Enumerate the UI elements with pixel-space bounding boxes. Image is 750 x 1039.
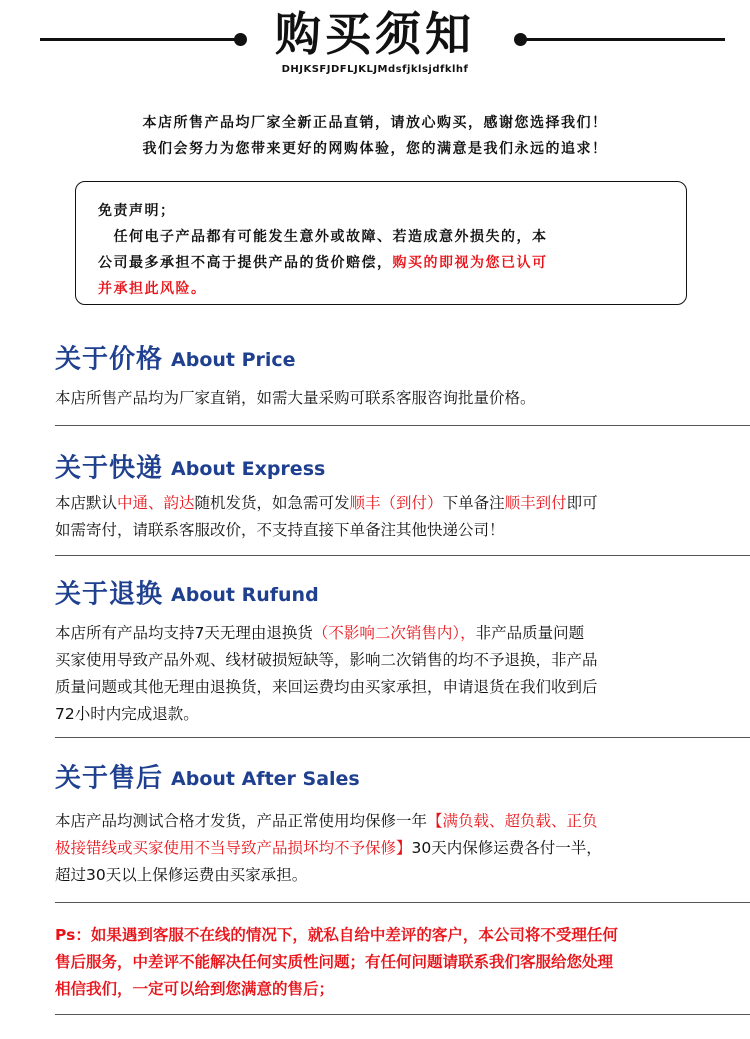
section-title-en: About Price xyxy=(171,348,296,371)
ps-note xyxy=(55,922,725,1003)
intro-text xyxy=(0,110,750,162)
section-title xyxy=(55,341,296,378)
body-text: 本店产品均测试合格才发货，产品正常使用均保修一年 xyxy=(55,812,428,830)
page-header xyxy=(0,0,750,90)
body-text: 本店默认 xyxy=(55,494,118,512)
body-line: 质量问题或其他无理由退换货，来回运费均由买家承担，申请退货在我们收到后 xyxy=(55,678,598,696)
body-text: 随机发货，如急需可发 xyxy=(194,494,350,512)
body-line xyxy=(55,620,705,647)
section-body xyxy=(55,620,705,728)
ps-line: 相信我们，一定可以给到您满意的售后； xyxy=(55,980,335,998)
body-text: 非产品质量问题 xyxy=(475,624,585,642)
disclaimer-heading: 免责声明； xyxy=(98,203,176,219)
divider xyxy=(55,1014,750,1015)
page-title: 购买须知 xyxy=(275,7,475,61)
disclaimer-line: 任何电子产品都有可能发生意外或故障、若造成意外损失的，本 xyxy=(98,229,548,245)
section-title-zh: 关于价格 xyxy=(55,344,164,375)
body-highlight: 极接错线或买家使用不当导致产品损坏均不予保修】 xyxy=(55,839,412,857)
body-line: 买家使用导致产品外观、线材破损短缺等，影响二次销售的均不予退换，非产品 xyxy=(55,651,598,669)
body-highlight: （不影响二次销售内）， xyxy=(312,624,476,642)
section-body xyxy=(55,808,705,889)
section-title xyxy=(55,450,325,487)
body-text: 即可 xyxy=(566,494,598,512)
section-body xyxy=(55,490,705,544)
disclaimer-highlight: 并承担此风险。 xyxy=(98,281,207,297)
section-title-zh: 关于退换 xyxy=(55,579,164,610)
body-line: 超过30天以上保修运费由买家承担。 xyxy=(55,866,308,884)
body-text: 本店所有产品均支持7天无理由退换货 xyxy=(55,624,313,642)
body-highlight: 【满负载、超负载、正负 xyxy=(427,812,598,830)
section-title-en: About After Sales xyxy=(171,767,360,790)
body-line: 如需寄付，请联系客服改价，不支持直接下单备注其他快递公司！ xyxy=(55,521,505,539)
section-title-zh: 关于售后 xyxy=(55,763,164,794)
body-line xyxy=(55,808,705,835)
section-title xyxy=(55,760,360,797)
section-body xyxy=(55,385,705,412)
header-line-left xyxy=(40,38,240,41)
body-text: 30天内保修运费各付一半， xyxy=(411,839,602,857)
divider xyxy=(55,737,750,738)
body-text: 下单备注 xyxy=(442,494,505,512)
section-title-en: About Rufund xyxy=(171,583,319,606)
divider xyxy=(55,902,750,903)
header-dot-left xyxy=(234,33,247,46)
divider xyxy=(55,425,750,426)
section-title xyxy=(55,576,319,613)
body-highlight: 顺丰到付 xyxy=(504,494,567,512)
ps-line: Ps：如果遇到客服不在线的情况下，就私自给中差评的客户，本公司将不受理任何 xyxy=(55,926,618,944)
section-title-en: About Express xyxy=(171,457,326,480)
divider xyxy=(55,555,750,556)
body-line: 72小时内完成退款。 xyxy=(55,705,199,723)
body-line xyxy=(55,835,705,862)
ps-line: 售后服务，中差评不能解决任何实质性问题；有任何问题请联系我们客服给您处理 xyxy=(55,953,614,971)
intro-line: 我们会努力为您带来更好的网购体验，您的满意是我们永远的追求！ xyxy=(142,141,608,157)
disclaimer-line xyxy=(98,250,670,276)
body-highlight: 顺丰（到付） xyxy=(349,494,443,512)
header-line-right xyxy=(520,38,725,41)
page-subtitle: DHJKSFJDFLJKLJMdsfjklsjdfklhf xyxy=(281,64,469,75)
body-line: 本店所售产品均为厂家直销，如需大量采购可联系客服咨询批量价格。 xyxy=(55,389,536,407)
body-highlight: 中通、韵达 xyxy=(117,494,195,512)
disclaimer-highlight: 购买的即视为您已认可 xyxy=(392,255,548,271)
body-line xyxy=(55,490,705,517)
intro-line: 本店所售产品均厂家全新正品直销，请放心购买，感谢您选择我们！ xyxy=(142,115,608,131)
section-title-zh: 关于快递 xyxy=(55,453,164,484)
disclaimer-text: 公司最多承担不高于提供产品的货价赔偿， xyxy=(98,255,393,271)
disclaimer-box xyxy=(75,181,687,305)
